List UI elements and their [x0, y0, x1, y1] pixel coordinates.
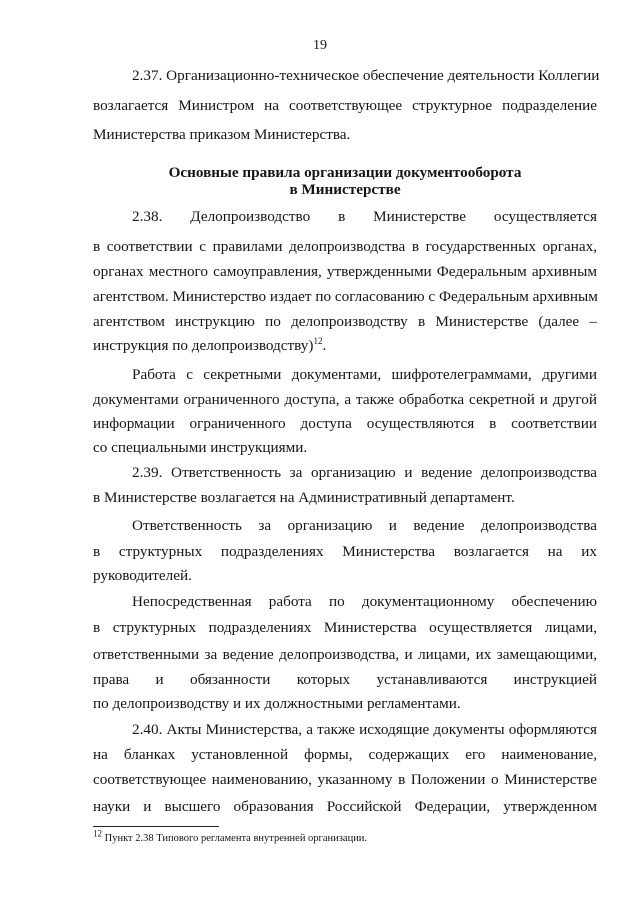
text-line: по делопроизводству и их должностными регламентами. [93, 695, 461, 712]
footnote-divider [93, 826, 219, 827]
footnote-ref: 12 [313, 335, 323, 346]
text-line: соответствующее наименованию, указанному в Положении о Министерстве [93, 771, 597, 788]
text-line: информации ограниченного доступа осуществляются в соответствии [93, 415, 597, 432]
text-line: на бланках установленной формы, содержащих его наименование, [93, 746, 597, 763]
section-heading: Основные правила организации документооборота [168, 164, 522, 181]
section-heading: в Министерстве [289, 181, 401, 198]
footnote [93, 828, 597, 846]
text-line: науки и высшего образования Российской Федерации, утвержденном [93, 798, 597, 815]
text-line: в соответствии с правилами делопроизводства в государственных органах, [93, 238, 597, 255]
text-line: Непосредственная работа по документационному обеспечению [132, 593, 597, 610]
text-line: Министерства приказом Министерства. [93, 126, 351, 143]
text-line: Ответственность за организацию и ведение делопроизводства [132, 517, 597, 534]
text-line: агентством инструкцию по делопроизводству в Министерстве (далее – [93, 313, 597, 330]
line-text: . [322, 337, 327, 354]
text-line: документами ограниченного доступа, а также обработка секретной и другой [93, 391, 597, 408]
text-line: ответственными за ведение делопроизводства, и лицами, их замещающими, [93, 646, 597, 663]
text-line: в структурных подразделениях Министерства осуществляется лицами, [93, 619, 597, 636]
text-line: 2.39. Ответственность за организацию и ведение делопроизводства [132, 464, 597, 481]
text-line: права и обязанности которых устанавливаются инструкцией [93, 671, 597, 688]
text-line [93, 336, 597, 355]
footnote-marker: 12 [93, 828, 102, 839]
page-number: 19 [313, 38, 327, 53]
text-line: со специальными инструкциями. [93, 439, 308, 456]
text-line: Работа с секретными документами, шифротелеграммами, другими [132, 366, 597, 383]
text-line: в Министерстве возлагается на Административный департамент. [93, 489, 515, 506]
text-line: агентством. Министерство издает по согласованию с Федеральным архивным [93, 288, 598, 305]
text-line: руководителей. [93, 567, 192, 584]
text-line: 2.38. Делопроизводство в Министерстве осуществляется [132, 208, 597, 225]
footnote-text: Пункт 2.38 Типового регламента внутренней организации. [102, 833, 368, 844]
line-text: инструкция по делопроизводству) [93, 337, 314, 354]
text-line: 2.37. Организационно-техническое обеспечение деятельности Коллегии [132, 67, 600, 84]
text-line: возлагается Министром на соответствующее структурное подразделение [93, 97, 597, 114]
text-line: органах местного самоуправления, утвержденными Федеральным архивным [93, 263, 597, 280]
text-line: в структурных подразделениях Министерства возлагается на их [93, 543, 597, 560]
text-line: 2.40. Акты Министерства, а также исходящие документы оформляются [132, 721, 597, 738]
